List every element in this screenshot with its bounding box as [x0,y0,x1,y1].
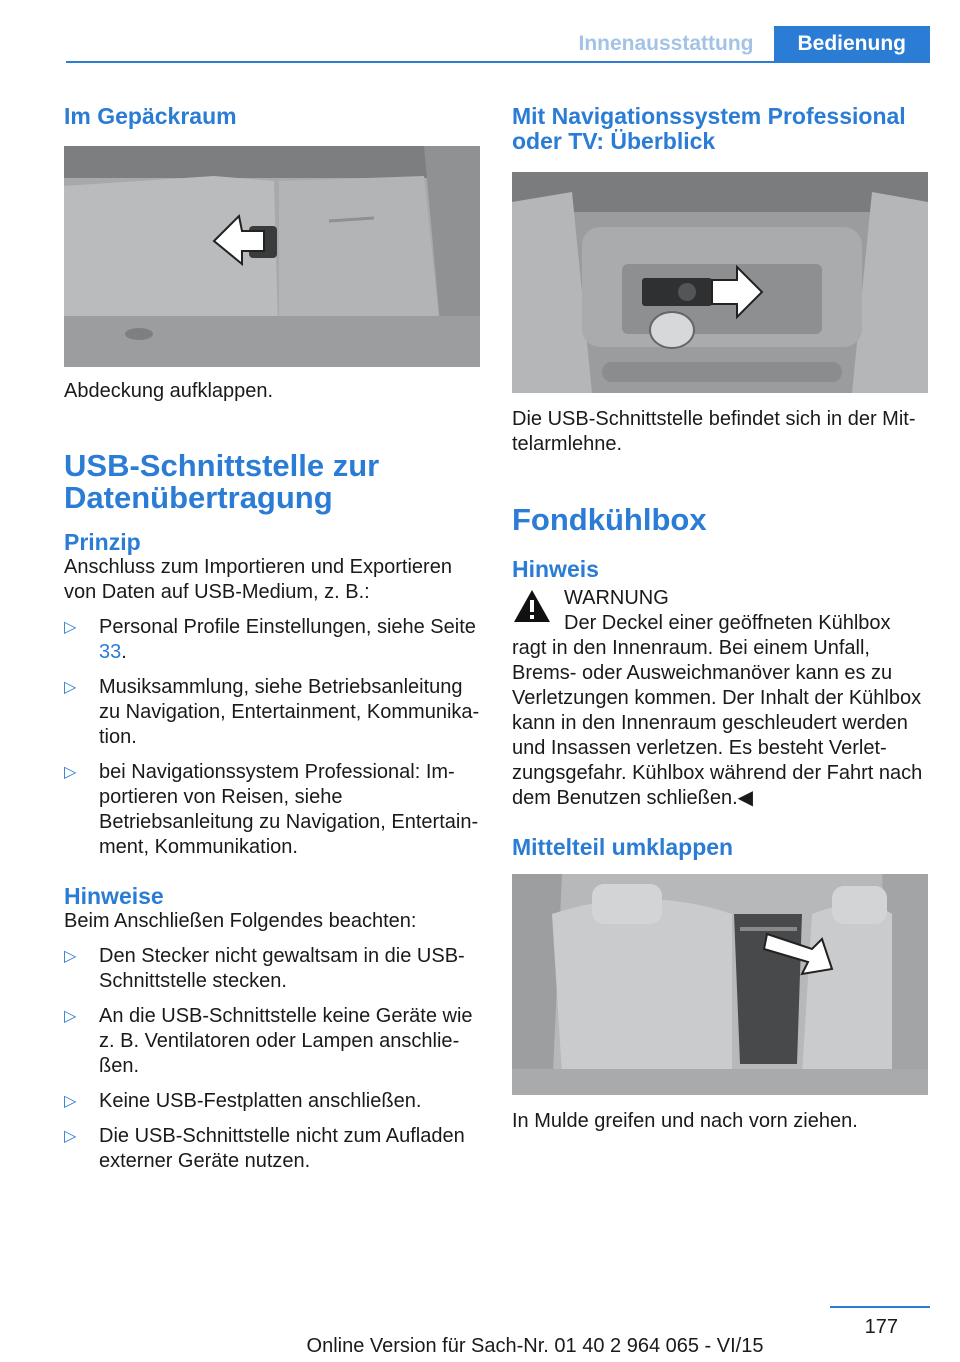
caption-mittelteil: In Mulde greifen und nach vorn ziehen. [512,1110,858,1132]
chapter-tab[interactable]: Bedienung [774,26,931,62]
figure-rear-seat [512,874,928,1095]
bullet-triangle-icon: ▷ [64,764,77,781]
heading-prinzip: Prinzip [64,529,141,555]
footer-online-version [0,1335,960,1358]
heading-hinweis: Hinweis [512,556,599,582]
page-number: 177 [864,1316,898,1338]
bullet-triangle-icon: ▷ [64,1093,77,1110]
list-item: ▷ Die USB-Schnittstelle nicht zum Aufladen externer Geräte nutzen. [64,1125,465,1172]
header-divider [66,61,930,63]
warning-triangle-icon [512,588,552,624]
bullet-triangle-icon: ▷ [64,619,77,636]
list-item: ▷ Keine USB-Festplatten anschließen. [64,1090,422,1112]
section-tab[interactable]: Innenausstattung [578,32,754,55]
page-number-rule [830,1306,930,1308]
title-usb-line2: Datenübertragung [64,480,333,515]
hinweise-text: Beim Anschließen Folgendes beachten: [64,910,417,932]
warning-block [512,586,928,611]
bullet-triangle-icon: ▷ [64,948,77,965]
heading-hinweise: Hinweise [64,883,164,909]
left-column [64,100,480,1174]
title-usb-line1: USB-Schnittstelle zur [64,448,380,483]
list-item: ▷ bei Navigationssystem Professional: Importieren von Reisen, siehe Betriebsanleitung zu Navigation, Entertainment, Kommunikation. [64,761,479,858]
list-item: ▷ An die USB-Schnittstelle keine Geräte wie z. B. Ventilatoren oder Lampen anschließen. [64,1005,473,1077]
bullet-triangle-icon: ▷ [64,1128,77,1145]
header-tabs [558,26,930,62]
prinzip-list [64,615,480,860]
list-item: ▷ Personal Profile Einstellungen, siehe Seite 33. [64,616,476,663]
prinzip-text: Anschluss zum Importieren und Exportieren von Daten auf USB-Medium, z. B.: [64,556,452,603]
list-item: ▷ Den Stecker nicht gewaltsam in die USB-Schnittstelle stecken. [64,945,465,992]
list-item: ▷ Musiksammlung, siehe Betriebsanleitung zu Navigation, Entertainment, Kommunikation. [64,676,480,748]
figure-trunk-panel [64,146,480,367]
footer-online-version-text: Online Version für Sach-Nr. 01 40 2 964 065 - VI/15 [306,1335,764,1357]
right-column [512,100,928,1134]
caption-gepaeckraum: Abdeckung aufklappen. [64,380,274,402]
warning-label: WARNUNG [564,587,669,609]
warning-text: Der Deckel einer geöffneten Kühlbox ragt in den Innenraum. Bei einem Unfall, Brems- oder Ausweichmanöver kann es zu Verletzungen kommen. Der Inhalt der Kühlbox kann in den Innenraum geschleudert werden und Insassen verletzen. Es besteht Verletzungsgefahr. Kühlbox während der Fahrt nach dem Benutzen schließen.◀ [512,612,923,809]
caption-navigation: Die USB-Schnittstelle befindet sich in der Mittelarmlehne. [512,408,916,455]
heading-gepaeckraum: Im Gepäckraum [64,103,237,129]
hinweise-list [64,944,480,1174]
page-link-33[interactable]: 33 [99,641,122,663]
heading-navigation-overview: Mit Navigationssystem Professional oder TV: Überblick [512,103,906,154]
heading-mittelteil: Mittelteil umklappen [512,834,734,860]
bullet-triangle-icon: ▷ [64,679,77,696]
title-fondkuehlbox: Fondkühlbox [512,502,707,537]
bullet-triangle-icon: ▷ [64,1008,77,1025]
figure-armrest-usb [512,172,928,393]
